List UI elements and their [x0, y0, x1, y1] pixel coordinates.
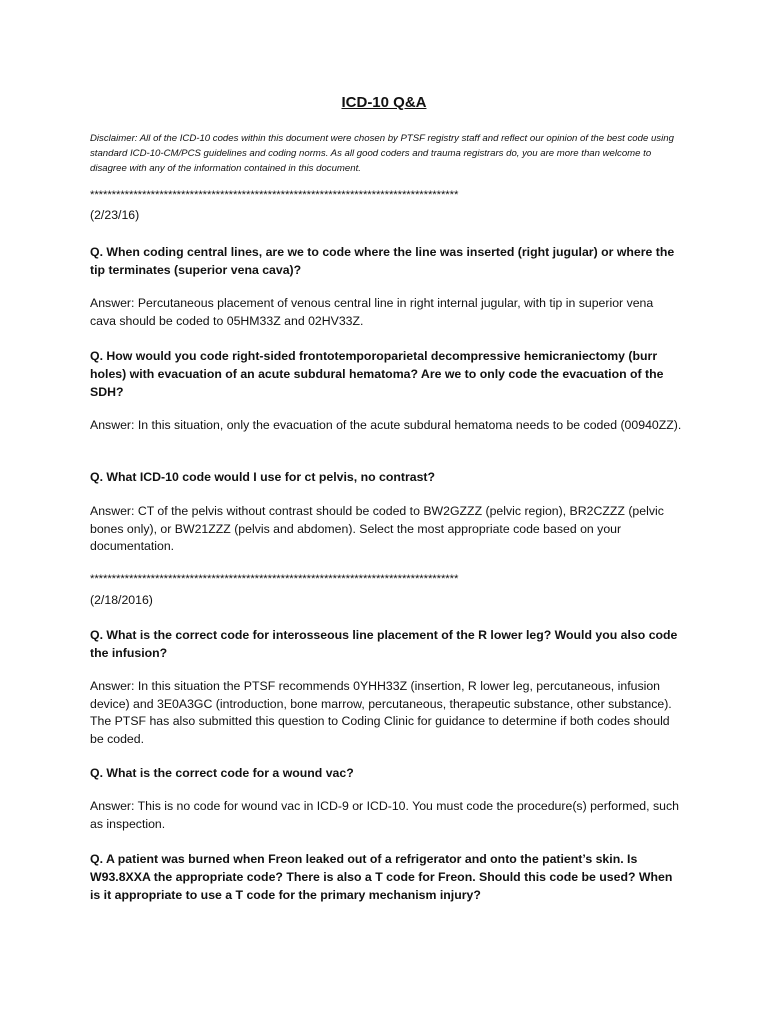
answer-text: Answer: Percutaneous placement of venous central line in right internal jugular, with tip in superior vena cava should be coded to 05HM33Z and 02HV33Z. — [90, 296, 654, 328]
answer-text: Answer: In this situation the PTSF recommends 0YHH33Z (insertion, R lower leg, percutaneous, infusion device) and 3E0A3GC (introduction, bone marrow, percutaneous, therapeutic substance, other substance). The PTSF has also submitted this question to Coding Clinic for guidance to determine if both codes should be coded. — [90, 679, 672, 746]
document-title: ICD-10 Q&A — [341, 94, 427, 111]
question-text: Q. How would you code right-sided frontotemporoparietal decompressive hemicraniectomy (burr holes) with evacuation of an acute subdural hematoma? Are we to only code the evacuation of the SDH? — [90, 349, 664, 399]
disclaimer-text: Disclaimer: All of the ICD-10 codes within this document were chosen by PTSF registry staff and reflect our opinion of the best code using standard ICD-10-CM/PCS guidelines and coding norms. As all good coders and trauma registrars do, you are more than welcome to disagree with any of the information contained in this document. — [90, 133, 674, 174]
section-date: (2/23/16) — [90, 208, 140, 222]
section-separator: ************************************************************************************* — [90, 189, 459, 201]
question-text: Q. What is the correct code for a wound vac? — [90, 766, 354, 780]
question-text: Q. What ICD-10 code would I use for ct pelvis, no contrast? — [90, 470, 436, 484]
question-text: Q. A patient was burned when Freon leaked out of a refrigerator and onto the patient’s skin. Is W93.8XXA the appropriate code? There is also a T code for Freon. Should this code be used? When is it appropriate to use a T code for the primary mechanism injury? — [90, 852, 673, 902]
section-separator: ************************************************************************************* — [90, 573, 459, 585]
question-text: Q. When coding central lines, are we to code where the line was inserted (right jugular) or where the tip terminates (superior vena cava)? — [90, 245, 675, 277]
section-date: (2/18/2016) — [90, 593, 153, 607]
question-text: Q. What is the correct code for interosseous line placement of the R lower leg? Would you also code the infusion? — [90, 628, 678, 660]
answer-text: Answer: This is no code for wound vac in ICD-9 or ICD-10. You must code the procedure(s) performed, such as inspection. — [90, 799, 679, 831]
answer-text: Answer: In this situation, only the evacuation of the acute subdural hematoma needs to be coded (00940ZZ). — [90, 418, 682, 432]
answer-text: Answer: CT of the pelvis without contrast should be coded to BW2GZZZ (pelvic region), BR2CZZZ (pelvic bones only), or BW21ZZZ (pelvis and abdomen). Select the most appropriate code based on your documentation. — [90, 504, 664, 553]
